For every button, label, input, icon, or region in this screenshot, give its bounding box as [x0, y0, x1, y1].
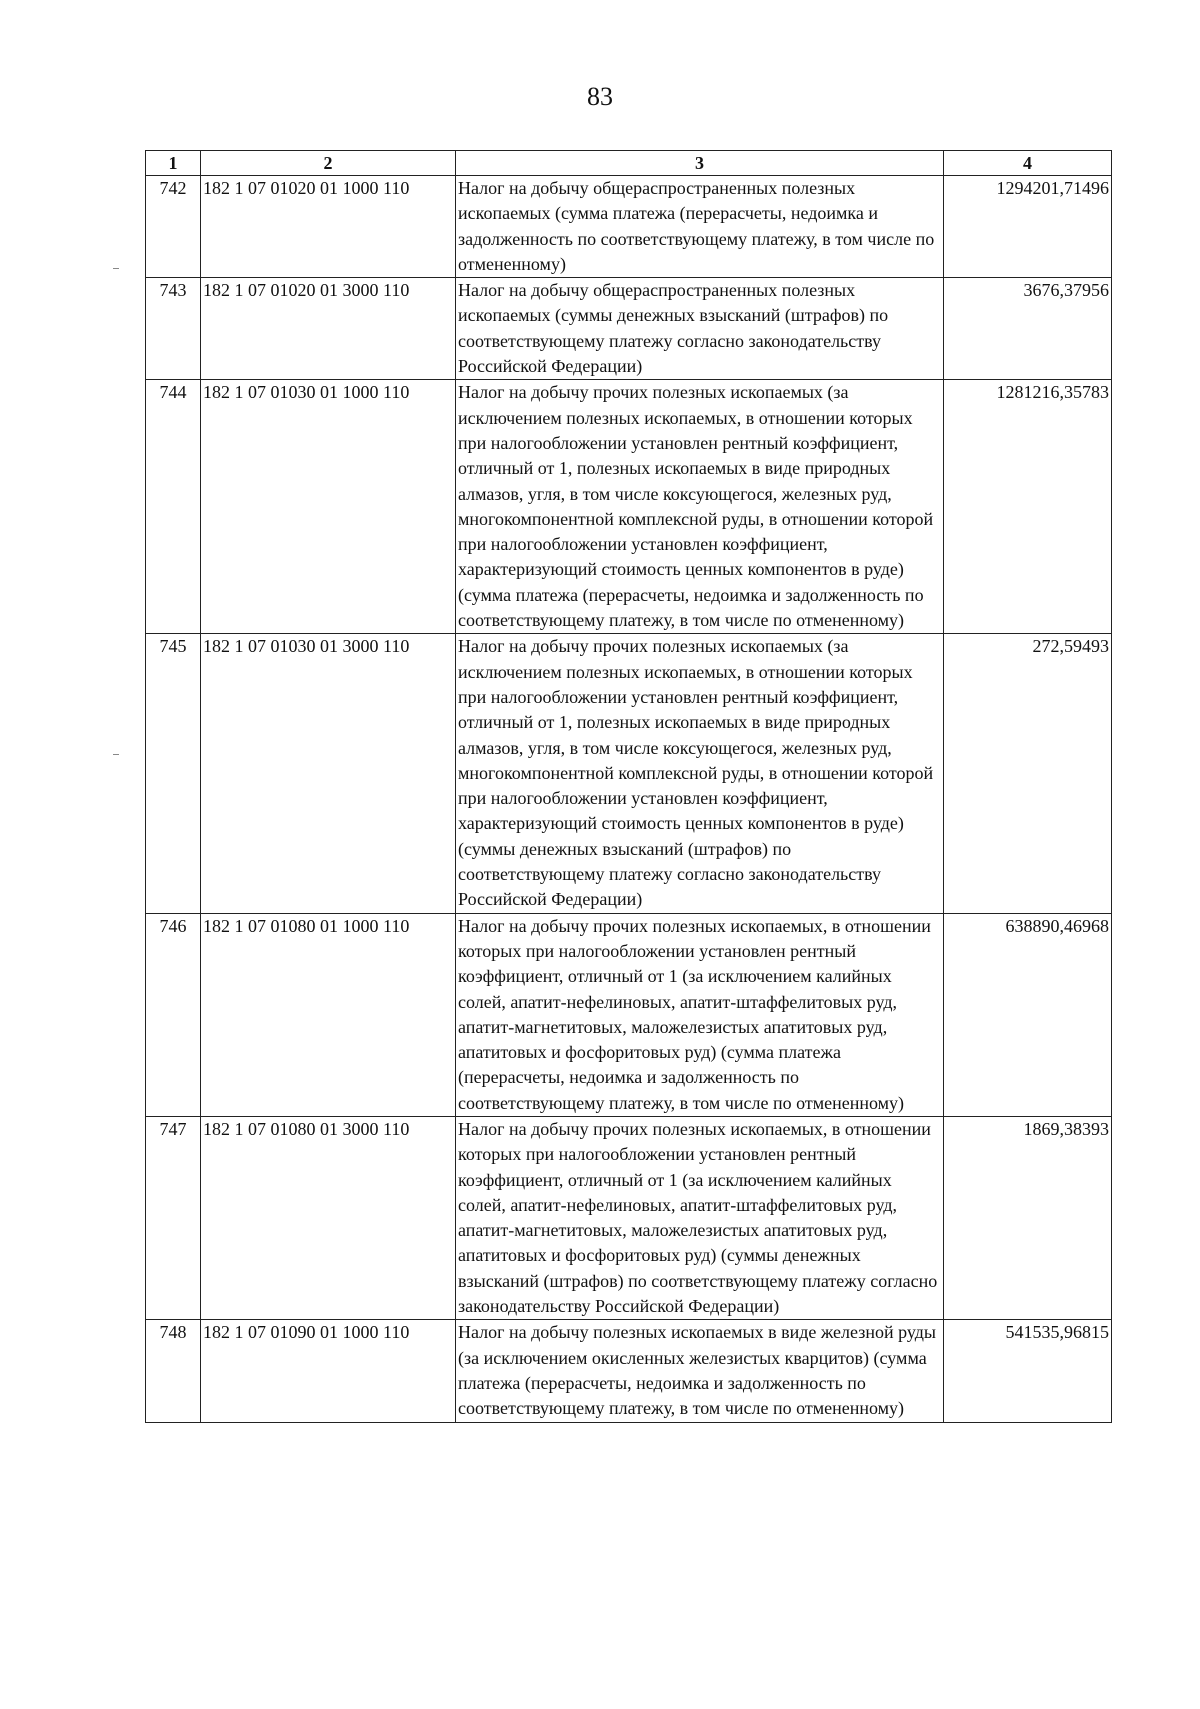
- row-number: 747: [146, 1116, 201, 1319]
- table-row: [146, 380, 1112, 634]
- column-header-amount: 4: [944, 151, 1112, 176]
- row-amount: 272,59493: [944, 634, 1112, 913]
- row-amount: 1294201,71496: [944, 176, 1112, 278]
- budget-code: 182 1 07 01030 01 1000 110: [201, 380, 456, 634]
- row-number: 748: [146, 1320, 201, 1422]
- budget-code: 182 1 07 01080 01 3000 110: [201, 1116, 456, 1319]
- row-number: 746: [146, 913, 201, 1116]
- row-number: 745: [146, 634, 201, 913]
- row-description: Налог на добычу общераспространенных полезных ископаемых (сумма платежа (перерасчеты, недоимка и задолженность по соответствующему платежу, в том числе по отмененному): [456, 176, 944, 278]
- table-row: [146, 634, 1112, 913]
- table-row: [146, 1116, 1112, 1319]
- row-description: Налог на добычу прочих полезных ископаемых, в отношении которых при налогообложении установлен рентный коэффициент, отличный от 1 (за исключением калийных солей, апатит-нефелиновых, апатит-штаффелитовых руд, апатит-магнетитовых, маложелезистых апатитовых руд, апатитовых и фосфоритовых руд) (сумма платежа (перерасчеты, недоимка и задолженность по соответствующему платежу, в том числе по отмененному): [456, 913, 944, 1116]
- budget-code: 182 1 07 01030 01 3000 110: [201, 634, 456, 913]
- column-header-number: 1: [146, 151, 201, 176]
- row-number: 744: [146, 380, 201, 634]
- row-amount: 3676,37956: [944, 278, 1112, 380]
- margin-mark: [113, 268, 119, 269]
- row-amount: 1869,38393: [944, 1116, 1112, 1319]
- row-amount: 541535,96815: [944, 1320, 1112, 1422]
- row-description: Налог на добычу прочих полезных ископаемых (за исключением полезных ископаемых, в отношении которых при налогообложении установлен рентный коэффициент, отличный от 1, полезных ископаемых в виде природных алмазов, угля, в том числе коксующегося, железных руд, многокомпонентной комплексной руды, в отношении которой при налогообложении установлен коэффициент, характеризующий стоимость ценных компонентов в руде) (суммы денежных взысканий (штрафов) по соответствующему платежу согласно законодательству Российской Федерации): [456, 634, 944, 913]
- row-amount: 638890,46968: [944, 913, 1112, 1116]
- row-description: Налог на добычу прочих полезных ископаемых (за исключением полезных ископаемых, в отношении которых при налогообложении установлен рентный коэффициент, отличный от 1, полезных ископаемых в виде природных алмазов, угля, в том числе коксующегося, железных руд, многокомпонентной комплексной руды, в отношении которой при налогообложении установлен коэффициент, характеризующий стоимость ценных компонентов в руде) (сумма платежа (перерасчеты, недоимка и задолженность по соответствующему платежу, в том числе по отмененному): [456, 380, 944, 634]
- table-header-row: [146, 151, 1112, 176]
- margin-mark: [113, 754, 119, 755]
- column-header-description: 3: [456, 151, 944, 176]
- row-description: Налог на добычу полезных ископаемых в виде железной руды (за исключением окисленных железистых кварцитов) (сумма платежа (перерасчеты, недоимка и задолженность по соответствующему платежу, в том числе по отмененному): [456, 1320, 944, 1422]
- table-row: [146, 913, 1112, 1116]
- budget-code: 182 1 07 01080 01 1000 110: [201, 913, 456, 1116]
- table-row: [146, 176, 1112, 278]
- row-number: 742: [146, 176, 201, 278]
- column-header-code: 2: [201, 151, 456, 176]
- page-number: 83: [587, 82, 613, 111]
- row-description: Налог на добычу общераспространенных полезных ископаемых (суммы денежных взысканий (штрафов) по соответствующему платежу согласно законодательству Российской Федерации): [456, 278, 944, 380]
- row-description: Налог на добычу прочих полезных ископаемых, в отношении которых при налогообложении установлен рентный коэффициент, отличный от 1 (за исключением калийных солей, апатит-нефелиновых, апатит-штаффелитовых руд, апатит-магнетитовых, маложелезистых апатитовых руд, апатитовых и фосфоритовых руд) (суммы денежных взысканий (штрафов) по соответствующему платежу согласно законодательству Российской Федерации): [456, 1116, 944, 1319]
- table-row: [146, 278, 1112, 380]
- row-number: 743: [146, 278, 201, 380]
- budget-revenue-table: [145, 150, 1112, 1423]
- budget-code: 182 1 07 01020 01 1000 110: [201, 176, 456, 278]
- budget-code: 182 1 07 01020 01 3000 110: [201, 278, 456, 380]
- row-amount: 1281216,35783: [944, 380, 1112, 634]
- budget-code: 182 1 07 01090 01 1000 110: [201, 1320, 456, 1422]
- table-row: [146, 1320, 1112, 1422]
